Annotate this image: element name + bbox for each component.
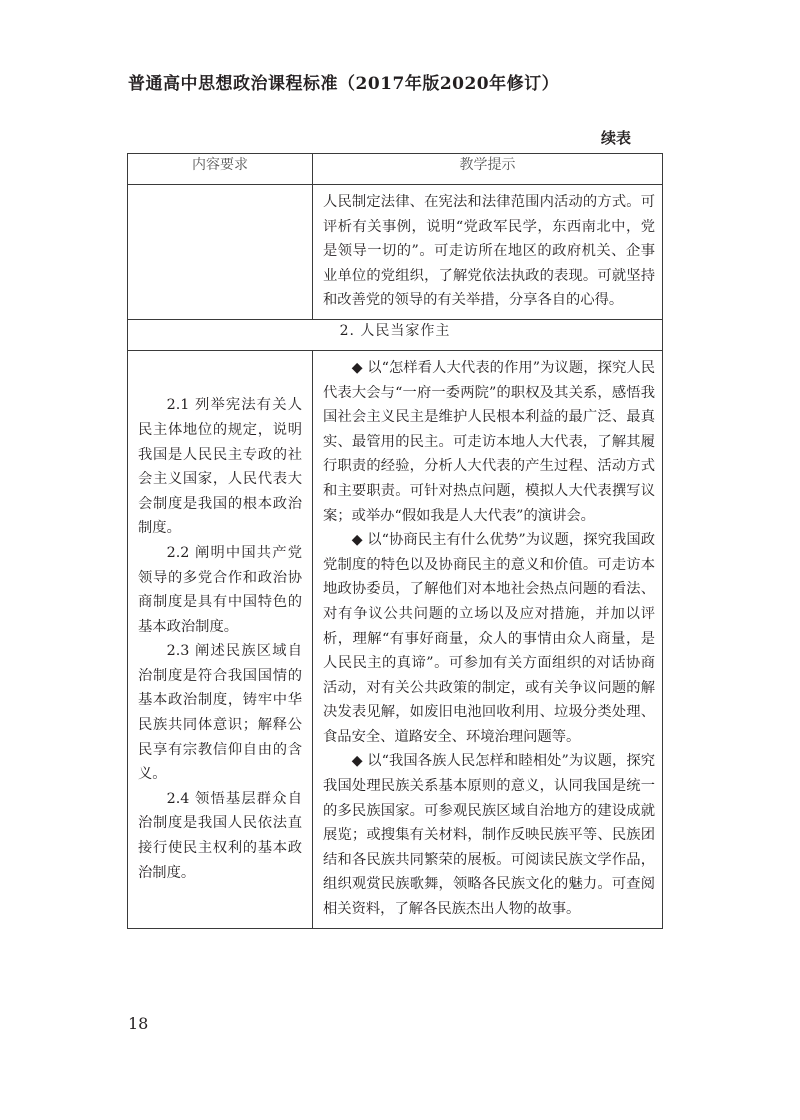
teaching-tip-paragraph: ◆ 以“怎样看人大代表的作用”为议题，探究人民代表大会与“一府一委两院”的职权及其关系，感悟我国社会主义民主是维护人民根本利益的最广泛、最真实、最管用的民主。可走访本地人大代表，了解其履行职责的经验，分析人大代表的产生过程、活动方式和主要职责。可针对热点问题，模拟人大代表撰写议案；或举办“假如我是人大代表”的演讲会。: [323, 359, 655, 524]
table-header-row: [128, 154, 663, 185]
page-number: 18: [128, 1014, 149, 1033]
table-row: [128, 185, 663, 320]
requirement-item: 2.1 列举宪法有关人民主体地位的规定，说明我国是人民民主专政的社会主义国家，人民代表大会制度是我国的根本政治制度。: [138, 397, 302, 537]
teaching-tip-paragraph: ◆ 以“协商民主有什么优势”为议题，探究我国政党制度的特色以及协商民主的意义和价值。可走访本地政协委员，了解他们对本地社会热点问题的看法、对有争议公共问题的立场以及应对措施，并加以评析，理解“有事好商量，众人的事情由众人商量，是人民民主的真谛”。可参加有关方面组织的对话协商活动，对有关公共政策的制定，或有关争议问题的解决发表见解，如废旧电池回收利用、垃圾分类处理、食品安全、道路安全、环境治理问题等。: [323, 532, 655, 745]
teaching-tip-paragraph: ◆ 以“我国各族人民怎样和睦相处”为议题，探究我国处理民族关系基本原则的意义，认同我国是统一的多民族国家。可参观民族区域自治地方的建设成就展览；或搜集有关材料，制作反映民族平等、民族团结和各民族共同繁荣的展板。可阅读民族文学作品，组织观赏民族歌舞，领略各民族文化的魅力。可查阅相关资料，了解各民族杰出人物的故事。: [323, 753, 655, 918]
column-header-teaching-tips: 教学提示: [313, 154, 663, 185]
requirement-item: 2.4 领悟基层群众自治制度是我国人民依法直接行使民主权利的基本政治制度。: [138, 790, 302, 881]
curriculum-table: [127, 153, 663, 929]
requirement-item: 2.3 阐述民族区域自治制度是符合我国国情的基本政治制度，铸牢中华民族共同体意识；解释公民享有宗教信仰自由的含义。: [138, 643, 302, 783]
continued-label: 续表: [601, 129, 632, 147]
content-requirement-cell: [128, 185, 313, 320]
column-header-content-requirements: 内容要求: [128, 154, 313, 185]
teaching-tip-paragraph: 人民制定法律、在宪法和法律范围内活动的方式。可评析有关事例，说明“党政军民学，东西南北中，党是领导一切的”。可走访所在地区的政府机关、企事业单位的党组织，了解党依法执政的表现。可就坚持和改善党的领导的有关举措，分享各自的心得。: [323, 194, 655, 309]
teaching-tip-cell: [313, 185, 663, 320]
requirement-item: 2.2 阐明中国共产党领导的多党合作和政治协商制度是具有中国特色的基本政治制度。: [138, 544, 302, 635]
content-requirement-cell: [128, 350, 313, 928]
table-row: [128, 350, 663, 928]
page-header-title: 普通高中思想政治课程标准（2017年版2020年修订）: [128, 74, 560, 94]
section-title-row: [128, 319, 663, 350]
section-title: 2. 人民当家作主: [128, 319, 663, 350]
teaching-tip-cell: [313, 350, 663, 928]
